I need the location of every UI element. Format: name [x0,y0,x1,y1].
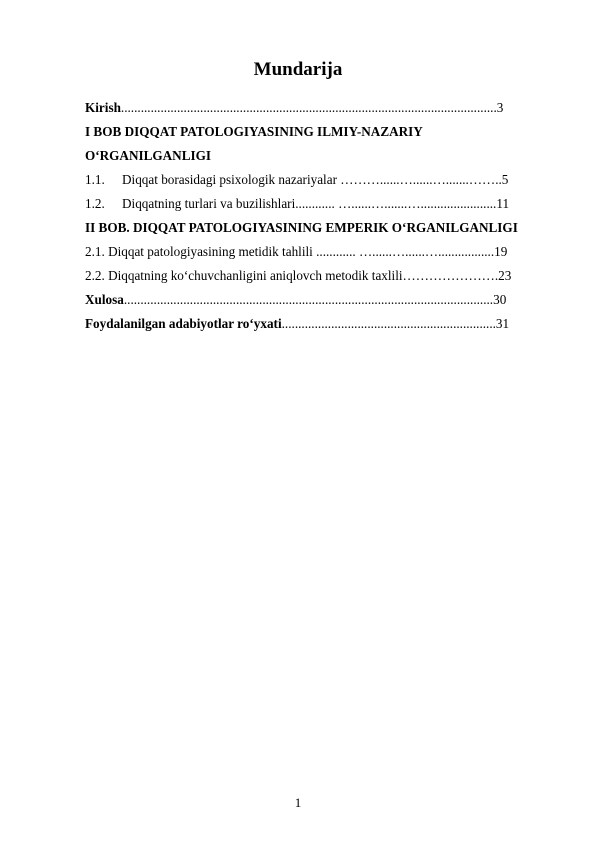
toc-section-text: Diqqatning turlari va buzilishlari............ …......….......….......................11 [122,196,510,211]
page-title: Mundarija [253,59,343,80]
toc-entry-references [85,312,545,336]
toc-page: 30 [493,292,507,307]
toc-page: 31 [495,316,510,331]
toc-chapter-1-line-1: I BOB DIQQAT PATOLOGIYASINING ILMIY-NAZARIY [85,124,423,139]
toc-entry-conclusion [85,288,545,312]
toc-section-text: Diqqat borasidagi psixologik nazariyalar ………......…......….......……..5 [122,172,509,187]
toc-label: Kirish [85,100,121,115]
toc-leader: ................................................................................................................ [123,292,494,307]
toc-entry-1-1 [85,168,545,192]
toc-entry-2-2: 2.2. Diqqatning ko‘chuvchanligini aniqlovch metodik taxlili………………….23 [85,268,512,283]
toc-chapter-2: II BOB. DIQQAT PATOLOGIYASINING EMPERIK O‘RGANILGANLIGI [85,220,518,235]
toc-chapter-1-line-2: O‘RGANILGANLIGI [85,148,212,163]
toc-leader: .................................................................................................................. [120,100,497,115]
toc-label: Xulosa [85,292,124,307]
toc-entry-1-2 [85,192,545,216]
toc-section-number: 1.1. [85,172,105,187]
toc-entry-intro [85,96,545,120]
table-of-contents [85,96,545,336]
toc-section-number: 1.2. [85,196,105,211]
toc-page: 3 [496,100,504,115]
toc-label: Foydalanilgan adabiyotlar ro‘yxati [85,316,282,331]
page-number: 1 [294,795,302,810]
toc-entry-2-1: 2.1. Diqqat patologiyasining metidik tahlili ............ …......…......….................19 [85,244,508,259]
toc-leader: ................................................................. [281,316,496,331]
